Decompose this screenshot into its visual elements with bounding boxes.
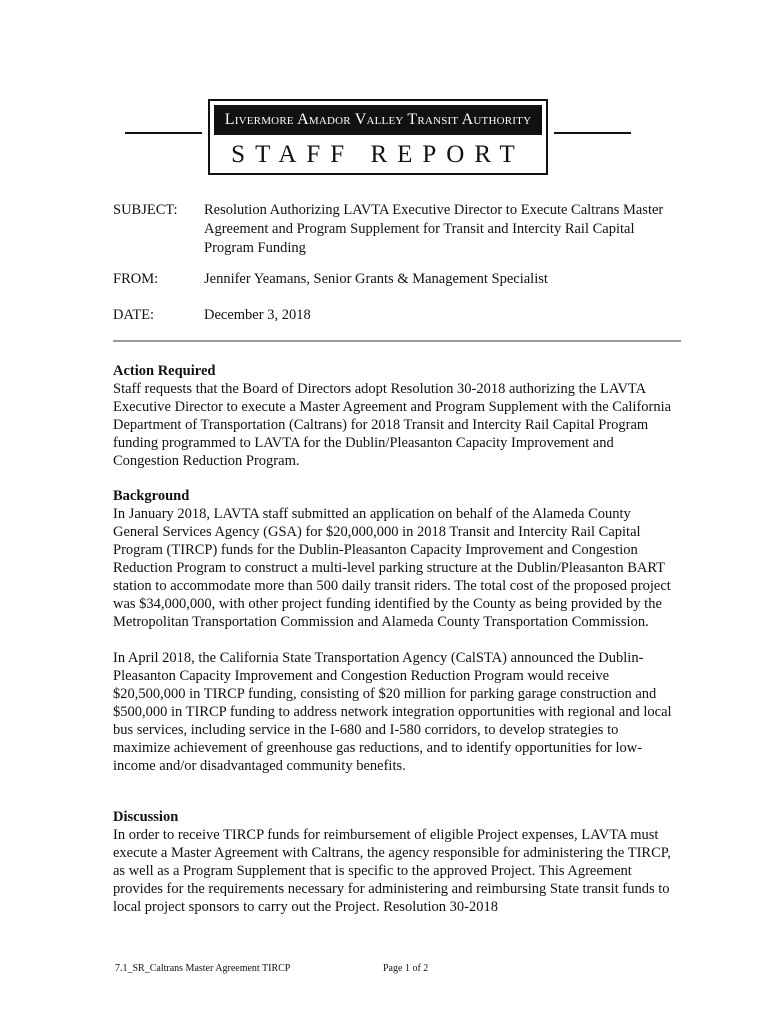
background-paragraph-1: In January 2018, LAVTA staff submitted an application on behalf of the Alameda County General Services Agency (GSA) for $20,000,000 in 2018 Transit and Intercity Rail Capital Program (TIRCP) funds for the Dublin-Pleasanton Capacity Improvement and Congestion Reduction Program to construct a multi-level parking structure at the Dublin/Pleasanton BART station to accommodate more than 500 daily transit riders. The total cost of the proposed project was $34,000,000, with other project funding identified by the County as being provided by the Metropolitan Transportation Commission and Alameda County Transportation Commission. [113, 506, 671, 630]
organization-name: Livermore Amador Valley Transit Authority [214, 105, 542, 135]
report-type-title: STAFF REPORT [231, 141, 525, 168]
discussion-text: In order to receive TIRCP funds for reimbursement of eligible Project expenses, LAVTA must execute a Master Agreement with Caltrans, the agency responsible for administering the TIRCP, as well as a Program Supplement that is specific to the approved Project. This Agreement provides for the requirements necessary for administering and reimbursing State transit funds to local project sponsors to carry out the Project. Resolution 30-2018 [113, 827, 671, 915]
subject-value: Resolution Authorizing LAVTA Executive Director to Execute Caltrans Master Agreement and Program Supplement for Transit and Intercity Rail Capital Program Funding [204, 202, 664, 256]
discussion-section [113, 808, 673, 916]
discussion-heading: Discussion [113, 809, 179, 825]
action-required-heading: Action Required [113, 363, 216, 379]
section-divider [113, 340, 681, 342]
background-section [113, 487, 673, 775]
header-rule-left [125, 132, 202, 134]
background-heading: Background [113, 488, 190, 504]
subject-label: SUBJECT: [113, 202, 178, 218]
header-rule-right [554, 132, 631, 134]
background-paragraph-2: In April 2018, the California State Transportation Agency (CalSTA) announced the Dublin-Pleasanton Capacity Improvement and Congestion Reduction Program would receive $20,500,000 in TIRCP funding, consisting of $20 million for parking garage construction and $500,000 in TIRCP funding to address network integration opportunities with regional and local bus services, including service in the I-680 and I-580 corridors, to develop strategies to maximize achievement of greenhouse gas reductions, and to identify opportunities for low-income and/or disadvantaged community benefits. [113, 650, 672, 774]
date-value: December 3, 2018 [204, 307, 311, 323]
from-label: FROM: [113, 271, 159, 287]
footer-file-name: 7.1_SR_Caltrans Master Agreement TIRCP [115, 963, 291, 974]
action-required-text: Staff requests that the Board of Directors adopt Resolution 30-2018 authorizing the LAVTA Executive Director to execute a Master Agreement and Program Supplement with the California Department of Transportation (Caltrans) for 2018 Transit and Intercity Rail Capital Program funding programmed to LAVTA for the Dublin/Pleasanton Capacity Improvement and Congestion Reduction Program. [113, 381, 672, 469]
from-value: Jennifer Yeamans, Senior Grants & Management Specialist [204, 271, 548, 287]
footer-page-number: Page 1 of 2 [383, 963, 429, 974]
action-required-section [113, 362, 673, 470]
date-label: DATE: [113, 307, 155, 323]
